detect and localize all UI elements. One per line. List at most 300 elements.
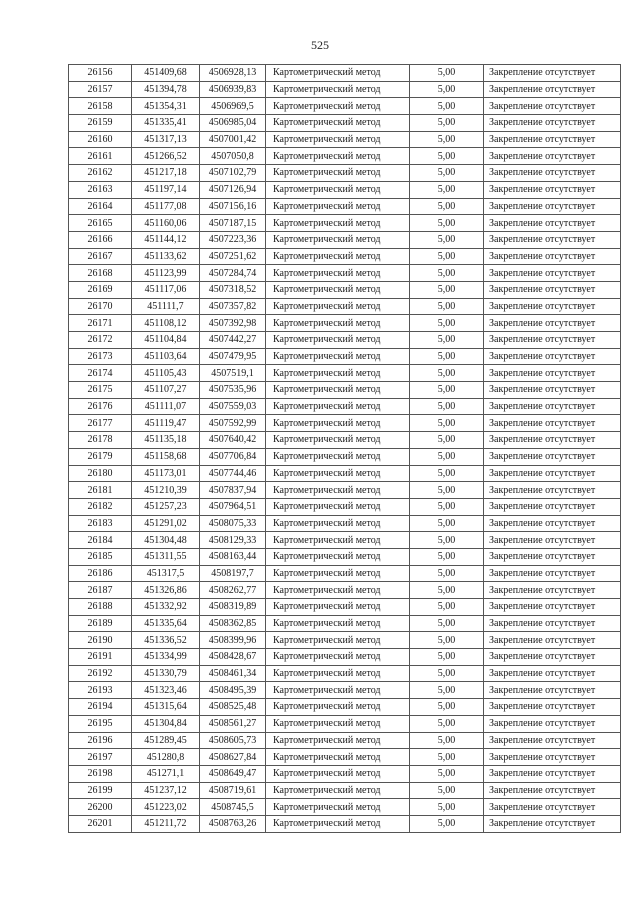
method-cell: Картометрический метод xyxy=(266,181,410,198)
method-cell: Картометрический метод xyxy=(266,348,410,365)
method-cell: Картометрический метод xyxy=(266,632,410,649)
fixing-description-cell: Закрепление отсутствует xyxy=(484,398,621,415)
y-coordinate-cell: 4508745,5 xyxy=(200,799,266,816)
y-coordinate-cell: 4506969,5 xyxy=(200,98,266,115)
accuracy-cell: 5,00 xyxy=(410,365,484,382)
accuracy-cell: 5,00 xyxy=(410,482,484,499)
point-number-cell: 26177 xyxy=(69,415,132,432)
table-row xyxy=(69,532,621,549)
method-cell: Картометрический метод xyxy=(266,298,410,315)
point-number-cell: 26165 xyxy=(69,215,132,232)
method-cell: Картометрический метод xyxy=(266,115,410,132)
table-row xyxy=(69,148,621,165)
method-cell: Картометрический метод xyxy=(266,665,410,682)
table-row xyxy=(69,799,621,816)
accuracy-cell: 5,00 xyxy=(410,432,484,449)
table-row xyxy=(69,265,621,282)
fixing-description-cell: Закрепление отсутствует xyxy=(484,65,621,82)
point-number-cell: 26186 xyxy=(69,565,132,582)
fixing-description-cell: Закрепление отсутствует xyxy=(484,81,621,98)
x-coordinate-cell: 451335,64 xyxy=(132,615,200,632)
fixing-description-cell: Закрепление отсутствует xyxy=(484,265,621,282)
table-row xyxy=(69,749,621,766)
method-cell: Картометрический метод xyxy=(266,815,410,832)
table-row xyxy=(69,782,621,799)
accuracy-cell: 5,00 xyxy=(410,682,484,699)
accuracy-cell: 5,00 xyxy=(410,181,484,198)
y-coordinate-cell: 4507442,27 xyxy=(200,332,266,349)
accuracy-cell: 5,00 xyxy=(410,649,484,666)
point-number-cell: 26200 xyxy=(69,799,132,816)
y-coordinate-cell: 4507837,94 xyxy=(200,482,266,499)
y-coordinate-cell: 4508075,33 xyxy=(200,515,266,532)
point-number-cell: 26188 xyxy=(69,599,132,616)
method-cell: Картометрический метод xyxy=(266,649,410,666)
fixing-description-cell: Закрепление отсутствует xyxy=(484,448,621,465)
point-number-cell: 26161 xyxy=(69,148,132,165)
fixing-description-cell: Закрепление отсутствует xyxy=(484,515,621,532)
table-row xyxy=(69,599,621,616)
table-row xyxy=(69,365,621,382)
table-row xyxy=(69,81,621,98)
accuracy-cell: 5,00 xyxy=(410,148,484,165)
accuracy-cell: 5,00 xyxy=(410,515,484,532)
method-cell: Картометрический метод xyxy=(266,398,410,415)
table-row xyxy=(69,248,621,265)
fixing-description-cell: Закрепление отсутствует xyxy=(484,248,621,265)
method-cell: Картометрический метод xyxy=(266,749,410,766)
y-coordinate-cell: 4508362,85 xyxy=(200,615,266,632)
table-row xyxy=(69,615,621,632)
table-row xyxy=(69,582,621,599)
table-row xyxy=(69,131,621,148)
y-coordinate-cell: 4507392,98 xyxy=(200,315,266,332)
table-row xyxy=(69,665,621,682)
fixing-description-cell: Закрепление отсутствует xyxy=(484,615,621,632)
fixing-description-cell: Закрепление отсутствует xyxy=(484,115,621,132)
x-coordinate-cell: 451280,8 xyxy=(132,749,200,766)
fixing-description-cell: Закрепление отсутствует xyxy=(484,548,621,565)
table-row xyxy=(69,448,621,465)
x-coordinate-cell: 451111,7 xyxy=(132,298,200,315)
accuracy-cell: 5,00 xyxy=(410,498,484,515)
table-row xyxy=(69,482,621,499)
x-coordinate-cell: 451211,72 xyxy=(132,815,200,832)
table-row xyxy=(69,415,621,432)
method-cell: Картометрический метод xyxy=(266,548,410,565)
method-cell: Картометрический метод xyxy=(266,799,410,816)
point-number-cell: 26179 xyxy=(69,448,132,465)
method-cell: Картометрический метод xyxy=(266,315,410,332)
x-coordinate-cell: 451354,31 xyxy=(132,98,200,115)
table-row xyxy=(69,632,621,649)
table-row xyxy=(69,198,621,215)
method-cell: Картометрический метод xyxy=(266,448,410,465)
fixing-description-cell: Закрепление отсутствует xyxy=(484,365,621,382)
y-coordinate-cell: 4507050,8 xyxy=(200,148,266,165)
x-coordinate-cell: 451108,12 xyxy=(132,315,200,332)
method-cell: Картометрический метод xyxy=(266,332,410,349)
table-row xyxy=(69,382,621,399)
x-coordinate-cell: 451315,64 xyxy=(132,699,200,716)
table-row xyxy=(69,815,621,832)
fixing-description-cell: Закрепление отсутствует xyxy=(484,582,621,599)
accuracy-cell: 5,00 xyxy=(410,281,484,298)
accuracy-cell: 5,00 xyxy=(410,448,484,465)
fixing-description-cell: Закрепление отсутствует xyxy=(484,465,621,482)
point-number-cell: 26174 xyxy=(69,365,132,382)
table-row xyxy=(69,115,621,132)
point-number-cell: 26182 xyxy=(69,498,132,515)
fixing-description-cell: Закрепление отсутствует xyxy=(484,532,621,549)
y-coordinate-cell: 4507706,84 xyxy=(200,448,266,465)
accuracy-cell: 5,00 xyxy=(410,615,484,632)
y-coordinate-cell: 4508561,27 xyxy=(200,715,266,732)
y-coordinate-cell: 4508129,33 xyxy=(200,532,266,549)
method-cell: Картометрический метод xyxy=(266,281,410,298)
method-cell: Картометрический метод xyxy=(266,482,410,499)
point-number-cell: 26185 xyxy=(69,548,132,565)
accuracy-cell: 5,00 xyxy=(410,732,484,749)
y-coordinate-cell: 4508163,44 xyxy=(200,548,266,565)
fixing-description-cell: Закрепление отсутствует xyxy=(484,732,621,749)
method-cell: Картометрический метод xyxy=(266,65,410,82)
fixing-description-cell: Закрепление отсутствует xyxy=(484,315,621,332)
fixing-description-cell: Закрепление отсутствует xyxy=(484,699,621,716)
fixing-description-cell: Закрепление отсутствует xyxy=(484,298,621,315)
y-coordinate-cell: 4507156,16 xyxy=(200,198,266,215)
x-coordinate-cell: 451334,99 xyxy=(132,649,200,666)
accuracy-cell: 5,00 xyxy=(410,665,484,682)
x-coordinate-cell: 451271,1 xyxy=(132,765,200,782)
y-coordinate-cell: 4508525,48 xyxy=(200,699,266,716)
fixing-description-cell: Закрепление отсутствует xyxy=(484,649,621,666)
point-number-cell: 26173 xyxy=(69,348,132,365)
method-cell: Картометрический метод xyxy=(266,215,410,232)
fixing-description-cell: Закрепление отсутствует xyxy=(484,665,621,682)
point-number-cell: 26184 xyxy=(69,532,132,549)
point-number-cell: 26167 xyxy=(69,248,132,265)
accuracy-cell: 5,00 xyxy=(410,315,484,332)
method-cell: Картометрический метод xyxy=(266,582,410,599)
y-coordinate-cell: 4508649,47 xyxy=(200,765,266,782)
method-cell: Картометрический метод xyxy=(266,415,410,432)
fixing-description-cell: Закрепление отсутствует xyxy=(484,198,621,215)
point-number-cell: 26183 xyxy=(69,515,132,532)
y-coordinate-cell: 4507223,36 xyxy=(200,231,266,248)
y-coordinate-cell: 4507284,74 xyxy=(200,265,266,282)
y-coordinate-cell: 4507640,42 xyxy=(200,432,266,449)
accuracy-cell: 5,00 xyxy=(410,382,484,399)
accuracy-cell: 5,00 xyxy=(410,565,484,582)
method-cell: Картометрический метод xyxy=(266,782,410,799)
point-number-cell: 26187 xyxy=(69,582,132,599)
accuracy-cell: 5,00 xyxy=(410,799,484,816)
accuracy-cell: 5,00 xyxy=(410,298,484,315)
fixing-description-cell: Закрепление отсутствует xyxy=(484,815,621,832)
fixing-description-cell: Закрепление отсутствует xyxy=(484,498,621,515)
accuracy-cell: 5,00 xyxy=(410,765,484,782)
point-number-cell: 26163 xyxy=(69,181,132,198)
x-coordinate-cell: 451335,41 xyxy=(132,115,200,132)
table-row xyxy=(69,649,621,666)
x-coordinate-cell: 451217,18 xyxy=(132,165,200,182)
accuracy-cell: 5,00 xyxy=(410,582,484,599)
accuracy-cell: 5,00 xyxy=(410,815,484,832)
x-coordinate-cell: 451332,92 xyxy=(132,599,200,616)
y-coordinate-cell: 4508428,67 xyxy=(200,649,266,666)
y-coordinate-cell: 4507357,82 xyxy=(200,298,266,315)
table-row xyxy=(69,465,621,482)
table-row xyxy=(69,165,621,182)
point-number-cell: 26189 xyxy=(69,615,132,632)
point-number-cell: 26196 xyxy=(69,732,132,749)
fixing-description-cell: Закрепление отсутствует xyxy=(484,348,621,365)
method-cell: Картометрический метод xyxy=(266,699,410,716)
accuracy-cell: 5,00 xyxy=(410,398,484,415)
x-coordinate-cell: 451330,79 xyxy=(132,665,200,682)
x-coordinate-cell: 451177,08 xyxy=(132,198,200,215)
method-cell: Картометрический метод xyxy=(266,148,410,165)
fixing-description-cell: Закрепление отсутствует xyxy=(484,165,621,182)
fixing-description-cell: Закрепление отсутствует xyxy=(484,782,621,799)
fixing-description-cell: Закрепление отсутствует xyxy=(484,332,621,349)
table-row xyxy=(69,765,621,782)
table-row xyxy=(69,348,621,365)
table-row xyxy=(69,432,621,449)
point-number-cell: 26198 xyxy=(69,765,132,782)
point-number-cell: 26201 xyxy=(69,815,132,832)
method-cell: Картометрический метод xyxy=(266,265,410,282)
fixing-description-cell: Закрепление отсутствует xyxy=(484,799,621,816)
y-coordinate-cell: 4507318,52 xyxy=(200,281,266,298)
accuracy-cell: 5,00 xyxy=(410,265,484,282)
fixing-description-cell: Закрепление отсутствует xyxy=(484,749,621,766)
table-row xyxy=(69,565,621,582)
y-coordinate-cell: 4508605,73 xyxy=(200,732,266,749)
point-number-cell: 26157 xyxy=(69,81,132,98)
point-number-cell: 26164 xyxy=(69,198,132,215)
point-number-cell: 26195 xyxy=(69,715,132,732)
point-number-cell: 26168 xyxy=(69,265,132,282)
method-cell: Картометрический метод xyxy=(266,615,410,632)
y-coordinate-cell: 4508399,96 xyxy=(200,632,266,649)
accuracy-cell: 5,00 xyxy=(410,248,484,265)
fixing-description-cell: Закрепление отсутствует xyxy=(484,715,621,732)
fixing-description-cell: Закрепление отсутствует xyxy=(484,599,621,616)
point-number-cell: 26193 xyxy=(69,682,132,699)
point-number-cell: 26194 xyxy=(69,699,132,716)
fixing-description-cell: Закрепление отсутствует xyxy=(484,415,621,432)
point-number-cell: 26160 xyxy=(69,131,132,148)
coordinates-table-body xyxy=(69,65,621,833)
fixing-description-cell: Закрепление отсутствует xyxy=(484,148,621,165)
fixing-description-cell: Закрепление отсутствует xyxy=(484,432,621,449)
method-cell: Картометрический метод xyxy=(266,248,410,265)
method-cell: Картометрический метод xyxy=(266,765,410,782)
y-coordinate-cell: 4508319,89 xyxy=(200,599,266,616)
method-cell: Картометрический метод xyxy=(266,565,410,582)
accuracy-cell: 5,00 xyxy=(410,699,484,716)
table-row xyxy=(69,548,621,565)
x-coordinate-cell: 451158,68 xyxy=(132,448,200,465)
x-coordinate-cell: 451394,78 xyxy=(132,81,200,98)
fixing-description-cell: Закрепление отсутствует xyxy=(484,632,621,649)
table-row xyxy=(69,181,621,198)
accuracy-cell: 5,00 xyxy=(410,65,484,82)
fixing-description-cell: Закрепление отсутствует xyxy=(484,281,621,298)
point-number-cell: 26171 xyxy=(69,315,132,332)
point-number-cell: 26156 xyxy=(69,65,132,82)
method-cell: Картометрический метод xyxy=(266,131,410,148)
point-number-cell: 26190 xyxy=(69,632,132,649)
accuracy-cell: 5,00 xyxy=(410,231,484,248)
x-coordinate-cell: 451144,12 xyxy=(132,231,200,248)
x-coordinate-cell: 451317,5 xyxy=(132,565,200,582)
y-coordinate-cell: 4507592,99 xyxy=(200,415,266,432)
accuracy-cell: 5,00 xyxy=(410,131,484,148)
method-cell: Картометрический метод xyxy=(266,682,410,699)
table-row xyxy=(69,215,621,232)
table-row xyxy=(69,98,621,115)
y-coordinate-cell: 4507964,51 xyxy=(200,498,266,515)
point-number-cell: 26159 xyxy=(69,115,132,132)
point-number-cell: 26172 xyxy=(69,332,132,349)
x-coordinate-cell: 451304,48 xyxy=(132,532,200,549)
x-coordinate-cell: 451266,52 xyxy=(132,148,200,165)
method-cell: Картометрический метод xyxy=(266,465,410,482)
x-coordinate-cell: 451135,18 xyxy=(132,432,200,449)
y-coordinate-cell: 4508461,34 xyxy=(200,665,266,682)
y-coordinate-cell: 4506985,04 xyxy=(200,115,266,132)
x-coordinate-cell: 451119,47 xyxy=(132,415,200,432)
table-row xyxy=(69,298,621,315)
point-number-cell: 26197 xyxy=(69,749,132,766)
x-coordinate-cell: 451409,68 xyxy=(132,65,200,82)
table-row xyxy=(69,231,621,248)
accuracy-cell: 5,00 xyxy=(410,632,484,649)
x-coordinate-cell: 451289,45 xyxy=(132,732,200,749)
table-row xyxy=(69,315,621,332)
accuracy-cell: 5,00 xyxy=(410,215,484,232)
point-number-cell: 26176 xyxy=(69,398,132,415)
x-coordinate-cell: 451103,64 xyxy=(132,348,200,365)
x-coordinate-cell: 451107,27 xyxy=(132,382,200,399)
fixing-description-cell: Закрепление отсутствует xyxy=(484,98,621,115)
accuracy-cell: 5,00 xyxy=(410,198,484,215)
x-coordinate-cell: 451336,52 xyxy=(132,632,200,649)
fixing-description-cell: Закрепление отсутствует xyxy=(484,765,621,782)
table-row xyxy=(69,398,621,415)
method-cell: Картометрический метод xyxy=(266,198,410,215)
accuracy-cell: 5,00 xyxy=(410,749,484,766)
point-number-cell: 26169 xyxy=(69,281,132,298)
accuracy-cell: 5,00 xyxy=(410,165,484,182)
fixing-description-cell: Закрепление отсутствует xyxy=(484,382,621,399)
accuracy-cell: 5,00 xyxy=(410,98,484,115)
table-row xyxy=(69,715,621,732)
coordinates-table xyxy=(68,64,621,833)
point-number-cell: 26162 xyxy=(69,165,132,182)
y-coordinate-cell: 4507479,95 xyxy=(200,348,266,365)
y-coordinate-cell: 4506928,13 xyxy=(200,65,266,82)
x-coordinate-cell: 451105,43 xyxy=(132,365,200,382)
accuracy-cell: 5,00 xyxy=(410,782,484,799)
method-cell: Картометрический метод xyxy=(266,81,410,98)
x-coordinate-cell: 451326,86 xyxy=(132,582,200,599)
fixing-description-cell: Закрепление отсутствует xyxy=(484,231,621,248)
method-cell: Картометрический метод xyxy=(266,98,410,115)
fixing-description-cell: Закрепление отсутствует xyxy=(484,215,621,232)
fixing-description-cell: Закрепление отсутствует xyxy=(484,181,621,198)
method-cell: Картометрический метод xyxy=(266,599,410,616)
method-cell: Картометрический метод xyxy=(266,498,410,515)
y-coordinate-cell: 4508197,7 xyxy=(200,565,266,582)
y-coordinate-cell: 4507535,96 xyxy=(200,382,266,399)
accuracy-cell: 5,00 xyxy=(410,415,484,432)
x-coordinate-cell: 451323,46 xyxy=(132,682,200,699)
x-coordinate-cell: 451173,01 xyxy=(132,465,200,482)
x-coordinate-cell: 451104,84 xyxy=(132,332,200,349)
y-coordinate-cell: 4507102,79 xyxy=(200,165,266,182)
y-coordinate-cell: 4507187,15 xyxy=(200,215,266,232)
point-number-cell: 26158 xyxy=(69,98,132,115)
x-coordinate-cell: 451317,13 xyxy=(132,131,200,148)
point-number-cell: 26181 xyxy=(69,482,132,499)
accuracy-cell: 5,00 xyxy=(410,348,484,365)
method-cell: Картометрический метод xyxy=(266,365,410,382)
accuracy-cell: 5,00 xyxy=(410,81,484,98)
x-coordinate-cell: 451197,14 xyxy=(132,181,200,198)
table-row xyxy=(69,332,621,349)
x-coordinate-cell: 451304,84 xyxy=(132,715,200,732)
method-cell: Картометрический метод xyxy=(266,382,410,399)
method-cell: Картометрический метод xyxy=(266,165,410,182)
y-coordinate-cell: 4507251,62 xyxy=(200,248,266,265)
y-coordinate-cell: 4508719,61 xyxy=(200,782,266,799)
fixing-description-cell: Закрепление отсутствует xyxy=(484,565,621,582)
point-number-cell: 26192 xyxy=(69,665,132,682)
y-coordinate-cell: 4508627,84 xyxy=(200,749,266,766)
point-number-cell: 26175 xyxy=(69,382,132,399)
fixing-description-cell: Закрепление отсутствует xyxy=(484,131,621,148)
method-cell: Картометрический метод xyxy=(266,732,410,749)
table-row xyxy=(69,498,621,515)
point-number-cell: 26191 xyxy=(69,649,132,666)
accuracy-cell: 5,00 xyxy=(410,715,484,732)
accuracy-cell: 5,00 xyxy=(410,548,484,565)
y-coordinate-cell: 4508262,77 xyxy=(200,582,266,599)
method-cell: Картометрический метод xyxy=(266,231,410,248)
table-row xyxy=(69,515,621,532)
x-coordinate-cell: 451160,06 xyxy=(132,215,200,232)
point-number-cell: 26170 xyxy=(69,298,132,315)
point-number-cell: 26199 xyxy=(69,782,132,799)
point-number-cell: 26178 xyxy=(69,432,132,449)
x-coordinate-cell: 451111,07 xyxy=(132,398,200,415)
fixing-description-cell: Закрепление отсутствует xyxy=(484,682,621,699)
x-coordinate-cell: 451123,99 xyxy=(132,265,200,282)
y-coordinate-cell: 4508763,26 xyxy=(200,815,266,832)
y-coordinate-cell: 4507744,46 xyxy=(200,465,266,482)
y-coordinate-cell: 4506939,83 xyxy=(200,81,266,98)
x-coordinate-cell: 451117,06 xyxy=(132,281,200,298)
table-row xyxy=(69,281,621,298)
x-coordinate-cell: 451291,02 xyxy=(132,515,200,532)
x-coordinate-cell: 451223,02 xyxy=(132,799,200,816)
method-cell: Картометрический метод xyxy=(266,432,410,449)
fixing-description-cell: Закрепление отсутствует xyxy=(484,482,621,499)
